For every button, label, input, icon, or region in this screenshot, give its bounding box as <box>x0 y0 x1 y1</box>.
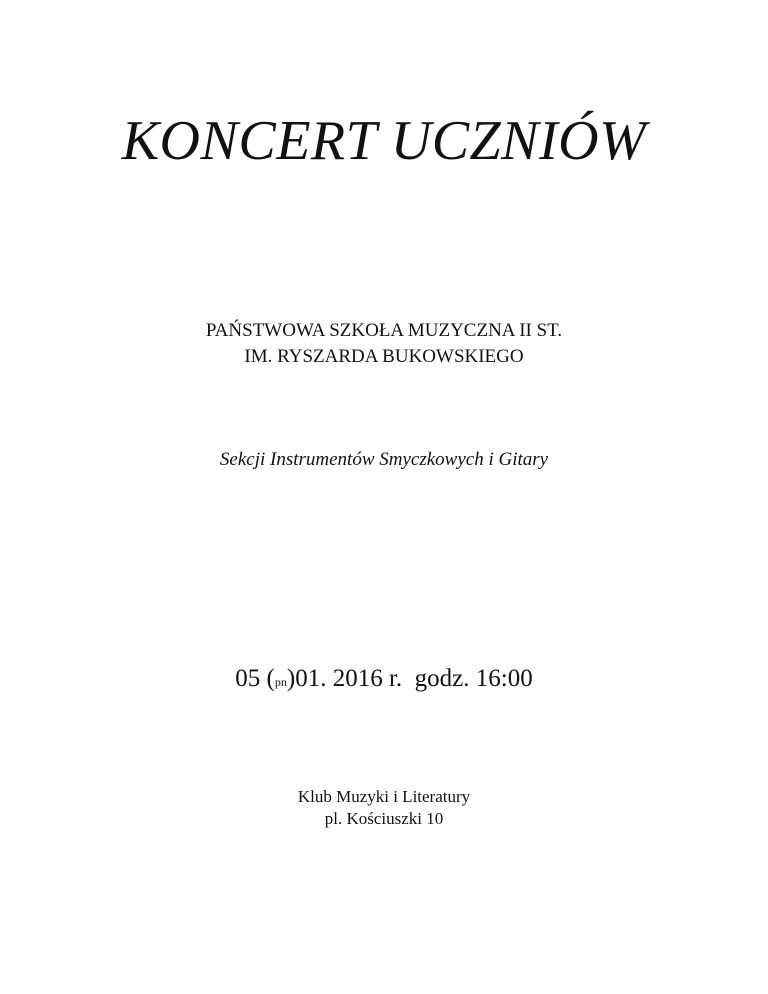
venue-name: Klub Muzyki i Literatury <box>297 787 471 806</box>
page-title: KONCERT UCZNIÓW <box>121 110 647 172</box>
event-date-time <box>0 664 768 694</box>
venue <box>0 786 768 830</box>
school-name-line-2: IM. RYSZARDA BUKOWSKIEGO <box>244 346 524 367</box>
event-date-rest: )01. 2016 r. godz. 16:00 <box>286 665 533 692</box>
event-day: 05 ( <box>235 665 275 692</box>
school-name <box>0 318 768 370</box>
school-name-line-1: PAŃSTWOWA SZKOŁA MUZYCZNA II ST. <box>205 320 563 341</box>
event-weekday: pn <box>274 675 287 689</box>
section-name: Sekcji Instrumentów Smyczkowych i Gitary <box>219 449 549 470</box>
venue-address: pl. Kościuszki 10 <box>324 809 444 828</box>
